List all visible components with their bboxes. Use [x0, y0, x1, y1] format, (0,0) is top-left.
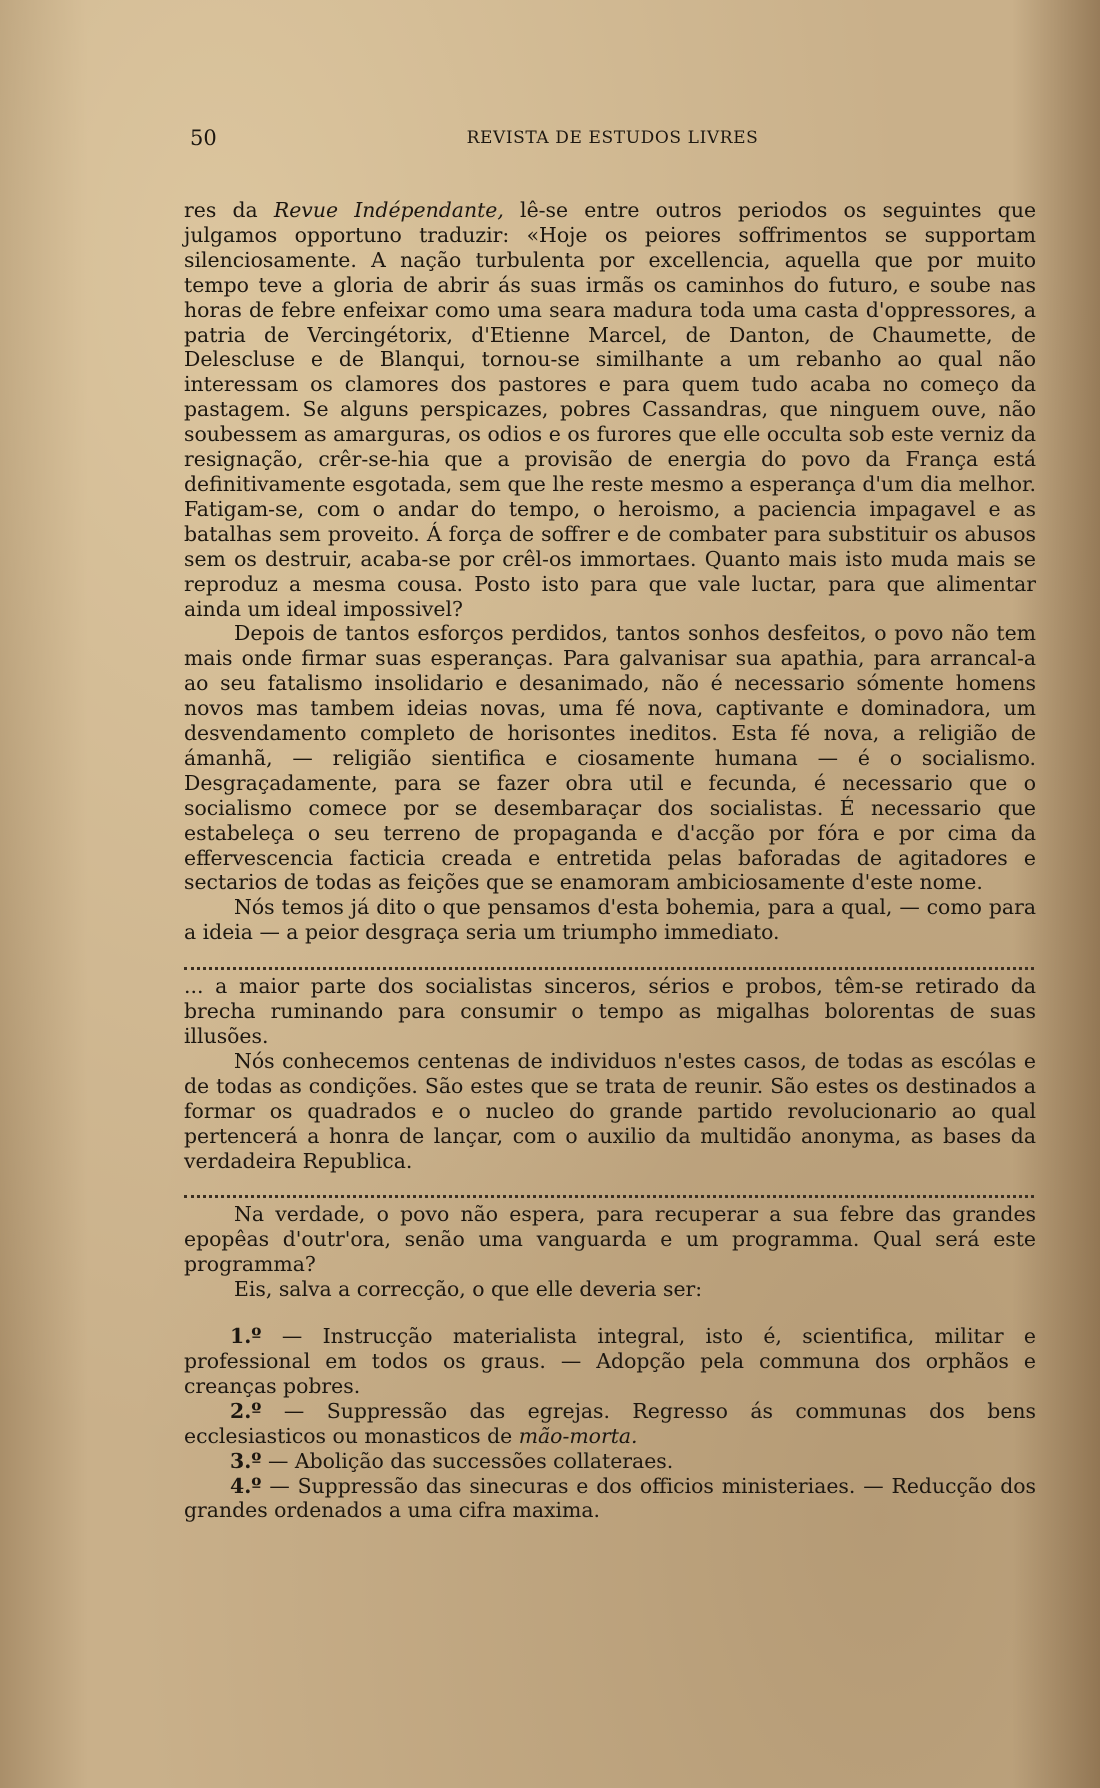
body-text	[184, 198, 1036, 1523]
paragraph-7: Eis, salva a correcção, o que elle deveria ser:	[234, 1277, 703, 1302]
page-header	[190, 126, 1035, 156]
program-item: 1.º — Instrucção materialista integral, isto é, scientifica, militar e professional em todos os graus. — Adopção pela communa dos orphãos e creanças pobres.	[184, 1324, 1036, 1398]
paragraph-4: ... a maior parte dos socialistas sinceros, sérios e probos, têm-se retirado da brecha ruminando para consumir o tempo as migalhas bolorentas de suas illusões.	[184, 974, 1036, 1048]
paragraph-5: Nós conhecemos centenas de individuos n'estes casos, de todas as escólas e de todas as condições. São estes que se trata de reunir. São estes os destinados a formar os quadrados e o nucleo do grande partido revolucionario ao qual pertencerá a honra de lançar, com o auxilio da multidão anonyma, as bases da verdadeira Republica.	[184, 1048, 1036, 1173]
program-item: 2.º — Suppressão das egrejas. Regresso ás communas dos bens ecclesiasticos ou monasticos de mão-morta.	[184, 1398, 1036, 1448]
paragraph-3: Nós temos já dito o que pensamos d'esta bohemia, para a qual, — como para a ideia — a peior desgraça seria um triumpho immediato.	[184, 895, 1036, 945]
paragraph-2: Depois de tantos esforços perdidos, tantos sonhos desfeitos, o povo não tem mais onde firmar suas esperanças. Para galvanisar sua apathia, para arrancal-a ao seu fatalismo insolidario e desanimado, não é necessario sómente homens novos mas tambem ideias novas, uma fé nova, captivante e dominadora, um desvendamento completo de horisontes ineditos. Esta fé nova, a religião de ámanhã, — religião sientifica e ciosamente humana — é o socialismo. Desgraçadamente, para se fazer obra util e fecunda, é necessario que o socialismo comece por se desembaraçar dos socialistas. É necessario que estabeleça o seu terreno de propaganda e d'acção por fóra e por cima da effervescencia facticia creada e entretida pelas baforadas de agitadores e sectarios de todas as feições que se enamoram ambiciosamente d'este nome.	[184, 621, 1036, 895]
paragraph-6: Na verdade, o povo não espera, para recuperar a sua febre das grandes epopêas d'outr'ora, senão uma vanguarda e um programma. Qual será este programma?	[184, 1202, 1036, 1277]
program-item: 3.º — Abolição das successões collateraes.	[230, 1448, 674, 1473]
ellipsis-divider	[184, 1177, 1034, 1198]
program-item: 4.º — Suppressão das sinecuras e dos officios ministeriaes. — Reducção dos grandes ordenados a uma cifra maxima.	[184, 1473, 1036, 1523]
spacer	[184, 1302, 1036, 1324]
ellipsis-divider	[184, 949, 1034, 970]
page-number: 50	[190, 126, 217, 150]
journal-title: Revue Indépendante,	[273, 198, 504, 222]
running-title: REVISTA DE ESTUDOS LIVRES	[466, 128, 759, 148]
paragraph-1: res da Revue Indépendante, lê-se entre outros periodos os seguintes que julgamos opportuno traduzir: «Hoje os peiores soffrimentos se supportam silenciosamente. A nação turbulenta por excellencia, aquella que por muito tempo teve a gloria de abrir ás suas irmãs os caminhos do futuro, e soube nas horas de febre enfeixar como uma seara madura toda uma casta d'oppressores, a patria de Vercingétorix, d'Etienne Marcel, de Danton, de Chaumette, de Delescluse e de Blanqui, tornou-se similhante a um rebanho ao qual não interessam os clamores dos pastores e para quem tudo acaba no começo da pastagem. Se alguns perspicazes, pobres Cassandras, que ninguem ouve, não soubessem as amarguras, os odios e os furores que elle occulta sob este verniz da resignação, crêr-se-hia que a provisão de energia do povo da França está definitivamente esgotada, sem que lhe reste mesmo a esperança d'um dia melhor. Fatigam-se, com o andar do tempo, o heroismo, a paciencia impagavel e as batalhas sem proveito. Á força de soffrer e de combater para substituir os abusos sem os destruir, acaba-se por crêl-os immortaes. Quanto mais isto muda mais se reproduz a mesma cousa. Posto isto para que vale luctar, para que alimentar ainda um ideal impossivel?	[184, 198, 1037, 621]
